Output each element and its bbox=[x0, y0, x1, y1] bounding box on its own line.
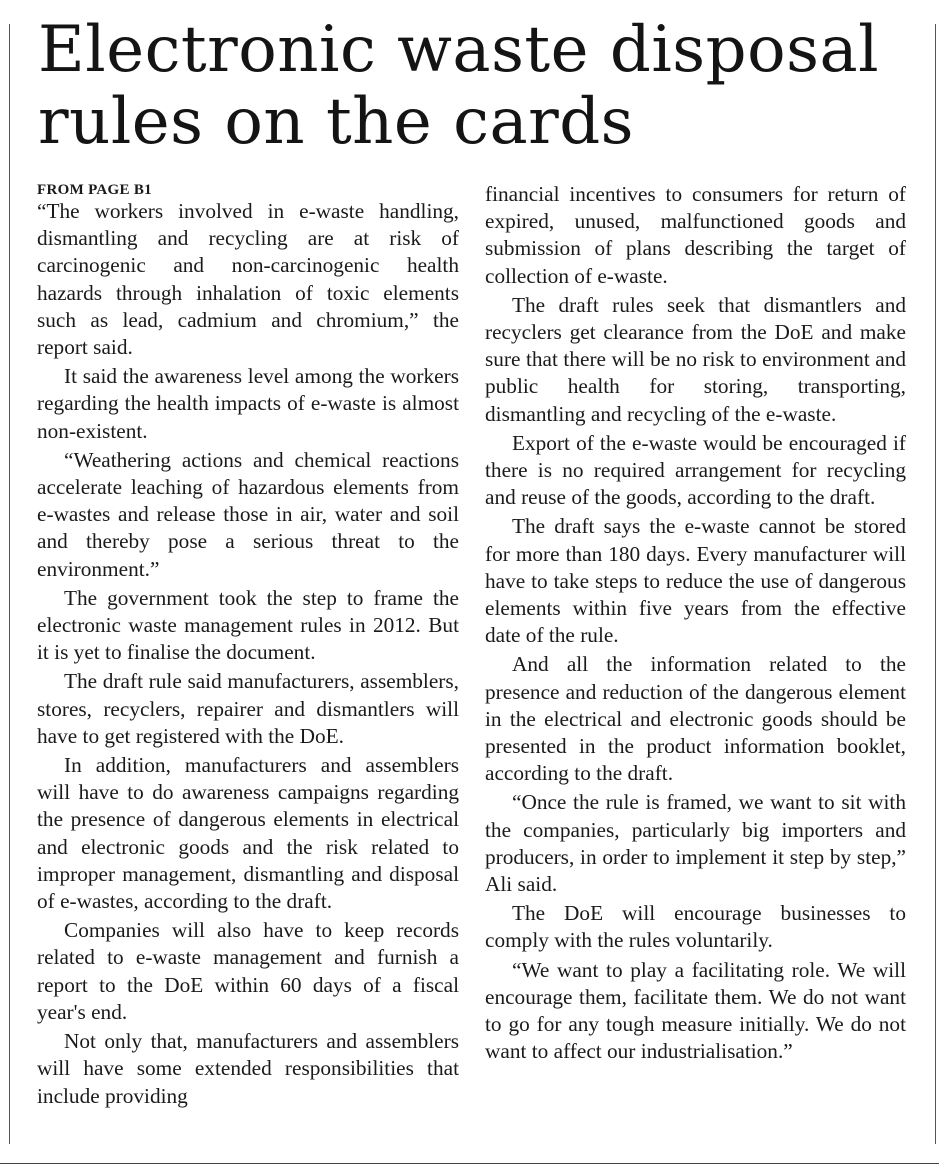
paragraph: “We want to play a facilitating role. We will encourage them, facilitate them. We do not want to go for any tough measure initially. We do not want to affect our industrialisation.” bbox=[485, 957, 906, 1064]
jump-kicker: FROM PAGE B1 bbox=[37, 182, 152, 198]
paragraph-continuation: financial incentives to consumers for return of expired, unused, malfunctioned goods and submission of plans describing the target of collection of e-waste. bbox=[485, 182, 906, 288]
paragraph: “The workers involved in e-waste handling, dismantling and recycling are at risk of carcinogenic and non-carcinogenic health hazards through inhalation of toxic elements such as lead, cadmium and chromium,” the report said. bbox=[37, 199, 459, 360]
bottom-border-rule bbox=[0, 1163, 939, 1164]
paragraph: The DoE will encourage businesses to comply with the rules voluntarily. bbox=[485, 901, 906, 953]
paragraph: The draft rules seek that dismantlers and recyclers get clearance from the DoE and make sure that there will be no risk to environment and public health for storing, transporting, dismantling and recycling of the e-waste. bbox=[485, 292, 906, 426]
paragraph: In addition, manufacturers and assemblers will have to do awareness campaigns regarding the presence of dangerous elements in electrical and electronic goods and the risk related to improper management, dismantling and disposal of e-wastes, according to the draft. bbox=[37, 753, 459, 914]
paragraph: Companies will also have to keep records related to e-waste management and furnish a report to the DoE within 60 days of a fiscal year's end. bbox=[37, 918, 459, 1024]
paragraph: The draft rule said manufacturers, assemblers, stores, recyclers, repairer and dismantlers will have to get registered with the DoE. bbox=[37, 669, 459, 748]
paragraph: Not only that, manufacturers and assemblers will have some extended responsibilities that include providing bbox=[37, 1029, 459, 1108]
paragraph: “Weathering actions and chemical reactions accelerate leaching of hazardous elements from e-wastes and release those in air, water and soil and thereby pose a serious threat to the environment.” bbox=[37, 447, 459, 581]
paragraph: It said the awareness level among the workers regarding the health impacts of e-waste is almost non-existent. bbox=[37, 364, 459, 443]
left-border-rule bbox=[9, 24, 10, 1144]
left-column bbox=[37, 180, 459, 1112]
paragraph: “Once the rule is framed, we want to sit with the companies, particularly big importers and producers, in order to implement it step by step,” Ali said. bbox=[485, 790, 906, 897]
headline: Electronic waste disposal rules on the cards bbox=[38, 13, 880, 159]
right-column bbox=[485, 181, 906, 1068]
paragraph: The government took the step to frame the electronic waste management rules in 2012. But it is yet to finalise the document. bbox=[37, 585, 459, 665]
paragraph: Export of the e-waste would be encouraged if there is no required arrangement for recycling and reuse of the goods, according to the draft. bbox=[485, 430, 906, 510]
right-border-rule bbox=[935, 24, 936, 1144]
paragraph: And all the information related to the presence and reduction of the dangerous element in the electrical and electronic goods should be presented in the product information booklet, according to the draft. bbox=[485, 652, 906, 786]
paragraph: The draft says the e-waste cannot be stored for more than 180 days. Every manufacturer will have to take steps to reduce the use of dangerous elements within five years from the effective date of the rule. bbox=[485, 514, 906, 648]
